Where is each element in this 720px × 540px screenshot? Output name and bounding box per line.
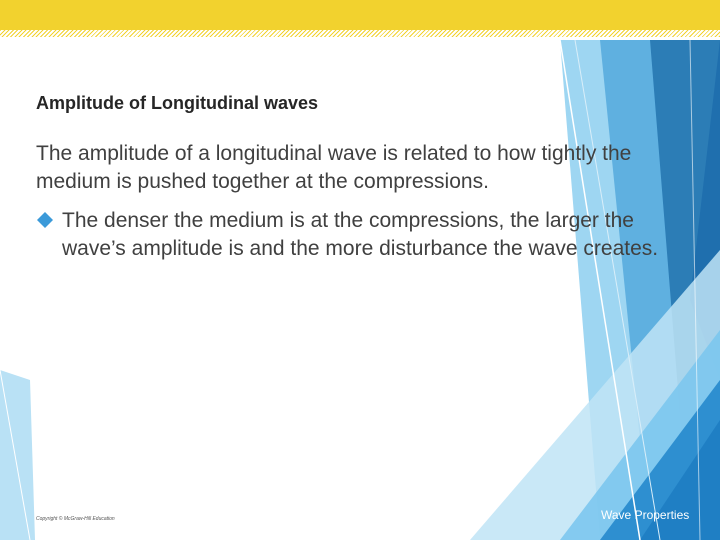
bullet-text: The denser the medium is at the compressions, the larger the wave’s amplitude is and the more disturbance the wave creates.	[62, 209, 659, 260]
slide-title: Amplitude of Longitudinal waves	[36, 93, 319, 113]
copyright-notice: Copyright © McGraw-Hill Education	[36, 516, 115, 522]
diamond-bullet-icon	[36, 211, 54, 229]
footer-title: Wave Properties	[601, 508, 690, 522]
body-paragraph: The amplitude of a longitudinal wave is related to how tightly the medium is pushed together at the compressions.	[36, 142, 632, 193]
